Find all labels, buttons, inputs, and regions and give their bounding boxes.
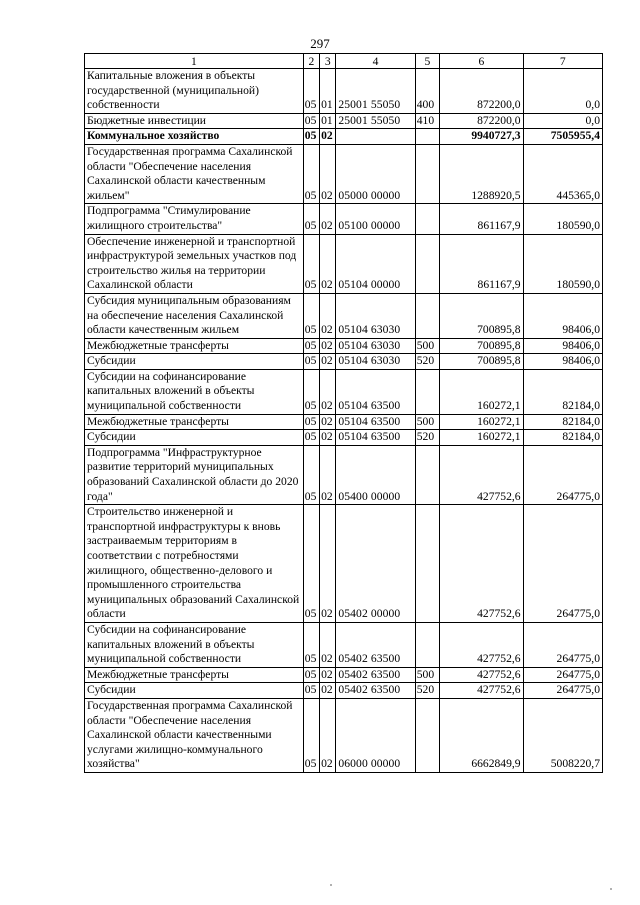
row-section-cell: 05 [303,369,319,414]
row-amount-col6-cell: 700895,8 [440,354,523,370]
row-expense-type-cell: 520 [415,354,439,370]
row-expense-type-cell [415,698,439,772]
row-target-code-cell: 05104 00000 [336,234,415,293]
row-subsection-cell: 01 [320,113,336,129]
row-target-code-cell: 05402 00000 [336,505,415,623]
table-row [85,129,603,145]
row-subsection-cell: 02 [320,683,336,699]
row-amount-col7-cell: 82184,0 [523,430,602,446]
row-section-cell: 05 [303,234,319,293]
row-name-cell: Субсидии на софинансирование капитальных вложений в объекты муниципальной собственности [85,622,304,667]
row-amount-col7-cell: 180590,0 [523,204,602,234]
header-cell: 6 [440,54,523,69]
row-amount-col7-cell: 82184,0 [523,414,602,430]
row-amount-col6-cell: 427752,6 [440,445,523,504]
row-section-cell: 05 [303,667,319,683]
row-target-code-cell: 25001 55050 [336,113,415,129]
row-section-cell: 05 [303,683,319,699]
row-target-code-cell: 05104 63500 [336,414,415,430]
row-section-cell: 05 [303,338,319,354]
row-amount-col7-cell: 180590,0 [523,234,602,293]
row-amount-col7-cell: 98406,0 [523,354,602,370]
row-expense-type-cell [415,369,439,414]
row-expense-type-cell: 500 [415,414,439,430]
row-target-code-cell: 05100 00000 [336,204,415,234]
row-amount-col7-cell: 445365,0 [523,144,602,203]
row-section-cell: 05 [303,445,319,504]
row-expense-type-cell: 400 [415,69,439,114]
row-expense-type-cell [415,204,439,234]
header-cell: 3 [320,54,336,69]
row-target-code-cell: 05104 63030 [336,354,415,370]
row-amount-col6-cell: 700895,8 [440,293,523,338]
row-expense-type-cell [415,505,439,623]
table-row [85,414,603,430]
row-name-cell: Субсидии [85,430,304,446]
scan-speck [330,884,332,886]
table-row [85,113,603,129]
table-row [85,69,603,114]
table-header-row [85,54,603,69]
row-subsection-cell: 02 [320,338,336,354]
row-expense-type-cell: 410 [415,113,439,129]
row-subsection-cell: 02 [320,234,336,293]
row-amount-col7-cell: 0,0 [523,113,602,129]
row-name-cell: Межбюджетные трансферты [85,414,304,430]
row-amount-col7-cell: 264775,0 [523,683,602,699]
table-row [85,698,603,772]
row-subsection-cell: 02 [320,204,336,234]
row-subsection-cell: 02 [320,369,336,414]
row-section-cell: 05 [303,69,319,114]
row-expense-type-cell: 500 [415,667,439,683]
row-amount-col6-cell: 427752,6 [440,622,523,667]
row-name-cell: Подпрограмма "Стимулирование жилищного строительства" [85,204,304,234]
budget-table [84,53,603,773]
row-expense-type-cell [415,293,439,338]
row-amount-col6-cell: 700895,8 [440,338,523,354]
row-subsection-cell: 02 [320,430,336,446]
row-name-cell: Субсидии на софинансирование капитальных вложений в объекты муниципальной собственности [85,369,304,414]
row-amount-col7-cell: 82184,0 [523,369,602,414]
row-amount-col6-cell: 160272,1 [440,369,523,414]
row-amount-col7-cell: 7505955,4 [523,129,602,145]
row-name-cell: Межбюджетные трансферты [85,338,304,354]
row-expense-type-cell [415,445,439,504]
row-expense-type-cell [415,622,439,667]
row-amount-col7-cell: 264775,0 [523,622,602,667]
row-expense-type-cell [415,129,439,145]
table-body [85,54,603,773]
row-target-code-cell: 05104 63030 [336,338,415,354]
table-row [85,293,603,338]
row-section-cell: 05 [303,129,319,145]
table-row [85,683,603,699]
table-row [85,338,603,354]
row-section-cell: 05 [303,293,319,338]
row-subsection-cell: 02 [320,129,336,145]
table-row [85,445,603,504]
table-row [85,354,603,370]
row-amount-col6-cell: 872200,0 [440,113,523,129]
row-target-code-cell: 05104 63500 [336,369,415,414]
row-name-cell: Обеспечение инженерной и транспортной инфраструктурой земельных участков под строительство жилья на территории Сахалинской области [85,234,304,293]
row-target-code-cell: 05104 63030 [336,293,415,338]
row-amount-col6-cell: 861167,9 [440,204,523,234]
row-amount-col6-cell: 427752,6 [440,683,523,699]
row-amount-col6-cell: 872200,0 [440,69,523,114]
row-amount-col6-cell: 1288920,5 [440,144,523,203]
row-expense-type-cell: 520 [415,683,439,699]
row-amount-col6-cell: 9940727,3 [440,129,523,145]
row-name-cell: Государственная программа Сахалинской области "Обеспечение населения Сахалинской области качественным жильем" [85,144,304,203]
row-subsection-cell: 02 [320,622,336,667]
row-name-cell: Строительство инженерной и транспортной инфраструктуры к вновь застраиваемым территориям в соответствии с потребностями жилищного, общественно-делового и промышленного строительства муниципальных образований Сахалинской области [85,505,304,623]
row-section-cell: 05 [303,505,319,623]
row-target-code-cell: 05400 00000 [336,445,415,504]
table-row [85,622,603,667]
row-amount-col7-cell: 264775,0 [523,667,602,683]
row-subsection-cell: 02 [320,354,336,370]
row-section-cell: 05 [303,622,319,667]
row-amount-col7-cell: 5008220,7 [523,698,602,772]
row-name-cell: Бюджетные инвестиции [85,113,304,129]
row-target-code-cell: 05402 63500 [336,683,415,699]
table-row [85,204,603,234]
row-target-code-cell: 05402 63500 [336,667,415,683]
header-cell: 2 [303,54,319,69]
row-amount-col7-cell: 98406,0 [523,293,602,338]
row-amount-col6-cell: 160272,1 [440,414,523,430]
header-cell: 7 [523,54,602,69]
row-target-code-cell: 05000 00000 [336,144,415,203]
row-subsection-cell: 02 [320,667,336,683]
row-expense-type-cell [415,234,439,293]
page-number: 297 [310,36,330,51]
row-section-cell: 05 [303,354,319,370]
row-target-code-cell: 06000 00000 [336,698,415,772]
row-subsection-cell: 02 [320,414,336,430]
table-row [85,505,603,623]
row-name-cell: Подпрограмма "Инфраструктурное развитие территорий муниципальных образований Сахалинской области до 2020 года" [85,445,304,504]
row-section-cell: 05 [303,414,319,430]
row-amount-col7-cell: 264775,0 [523,505,602,623]
row-name-cell: Субсидии [85,683,304,699]
row-target-code-cell: 05104 63500 [336,430,415,446]
row-name-cell: Государственная программа Сахалинской области "Обеспечение населения Сахалинской области качественными услугами жилищно-коммунального хозяйства" [85,698,304,772]
table-row [85,144,603,203]
row-expense-type-cell [415,144,439,203]
header-cell: 1 [85,54,304,69]
row-name-cell: Межбюджетные трансферты [85,667,304,683]
row-name-cell: Субсидии [85,354,304,370]
row-section-cell: 05 [303,113,319,129]
header-cell: 5 [415,54,439,69]
row-section-cell: 05 [303,144,319,203]
row-amount-col6-cell: 6662849,9 [440,698,523,772]
row-expense-type-cell: 520 [415,430,439,446]
row-section-cell: 05 [303,204,319,234]
scan-speck [610,888,612,890]
row-subsection-cell: 02 [320,698,336,772]
row-target-code-cell: 25001 55050 [336,69,415,114]
row-amount-col7-cell: 0,0 [523,69,602,114]
row-section-cell: 05 [303,430,319,446]
row-target-code-cell [336,129,415,145]
row-name-cell: Субсидия муниципальным образованиям на обеспечение населения Сахалинской области качественным жильем [85,293,304,338]
header-cell: 4 [336,54,415,69]
row-amount-col7-cell: 98406,0 [523,338,602,354]
row-subsection-cell: 02 [320,505,336,623]
table-row [85,430,603,446]
row-expense-type-cell: 500 [415,338,439,354]
table-row [85,369,603,414]
row-subsection-cell: 02 [320,144,336,203]
row-subsection-cell: 02 [320,293,336,338]
row-name-cell: Капитальные вложения в объекты государственной (муниципальной) собственности [85,69,304,114]
row-target-code-cell: 05402 63500 [336,622,415,667]
row-amount-col6-cell: 160272,1 [440,430,523,446]
row-section-cell: 05 [303,698,319,772]
table-row [85,667,603,683]
row-subsection-cell: 02 [320,445,336,504]
row-amount-col6-cell: 427752,6 [440,505,523,623]
table-row [85,234,603,293]
row-amount-col6-cell: 427752,6 [440,667,523,683]
row-subsection-cell: 01 [320,69,336,114]
row-amount-col6-cell: 861167,9 [440,234,523,293]
row-name-cell: Коммунальное хозяйство [85,129,304,145]
row-amount-col7-cell: 264775,0 [523,445,602,504]
